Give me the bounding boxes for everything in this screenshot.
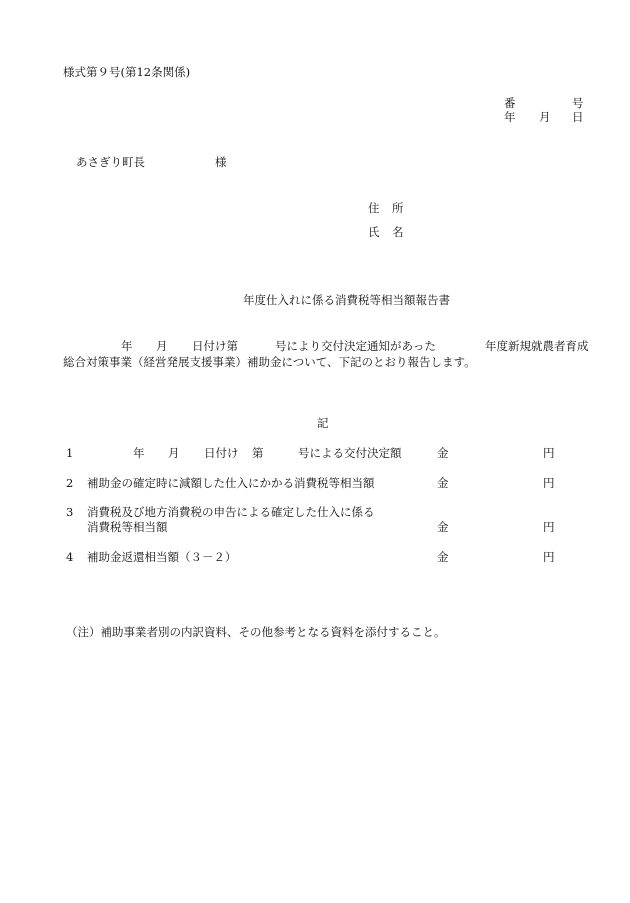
header-hi: 日 [572,110,584,124]
body-notice: 号により交付決定通知があった [275,339,436,353]
header-go: 号 [572,96,584,110]
header-nen: 年 [504,110,516,124]
address-label-2: 所 [392,201,404,215]
item-4-kin: 金 [437,550,449,564]
item-4-text: 補助金返還相当額（３－２） [87,550,237,564]
attachment-note: （注）補助事業者別の内訳資料、その他参考となる資料を添付すること。 [66,625,446,639]
item-2-kin: 金 [437,476,449,490]
header-ban: 番 [504,96,516,110]
body-line-2: 総合対策事業（経営発展支援事業）補助金について、下記のとおり報告します。 [63,355,476,369]
item-1-dai: 第 [252,446,264,460]
item-3-yen: 円 [543,520,555,534]
item-3-text-line-2: 消費税等相当額 [87,520,168,534]
body-tsuki: 月 [156,339,168,353]
document-title: 年度仕入れに係る消費税等相当額報告書 [243,293,450,307]
item-3-number: 3 [66,505,74,519]
header-tsuki: 月 [539,110,551,124]
addressee-name: あさぎり町長 [76,155,145,169]
item-2-number: 2 [66,476,74,490]
name-label-1: 氏 [368,225,380,239]
item-1-nen: 年 [133,446,145,460]
form-number: 様式第９号(第12条関係) [63,65,191,79]
ki-heading: 記 [317,416,329,430]
body-nen: 年 [121,339,133,353]
item-2-text: 補助金の確定時に減額した仕入にかかる消費税等相当額 [87,476,375,490]
name-label-2: 名 [392,225,404,239]
item-4-number: 4 [66,550,74,564]
item-1-text: 号による交付決定額 [298,446,402,460]
body-program-start: 年度新規就農者育成 [485,339,589,353]
item-3-kin: 金 [437,520,449,534]
item-3-text-line-1: 消費税及び地方消費税の申告による確定した仕入に係る [87,505,375,519]
addressee-honorific: 様 [215,155,227,169]
item-1-yen: 円 [543,446,555,460]
item-1-number: 1 [66,446,74,460]
item-1-tsuki: 月 [168,446,180,460]
address-label-1: 住 [368,201,380,215]
item-2-yen: 円 [543,476,555,490]
item-4-yen: 円 [543,550,555,564]
item-1-kin: 金 [437,446,449,460]
item-1-dated: 日付け [204,446,239,460]
body-dated: 日付け第 [192,339,238,353]
